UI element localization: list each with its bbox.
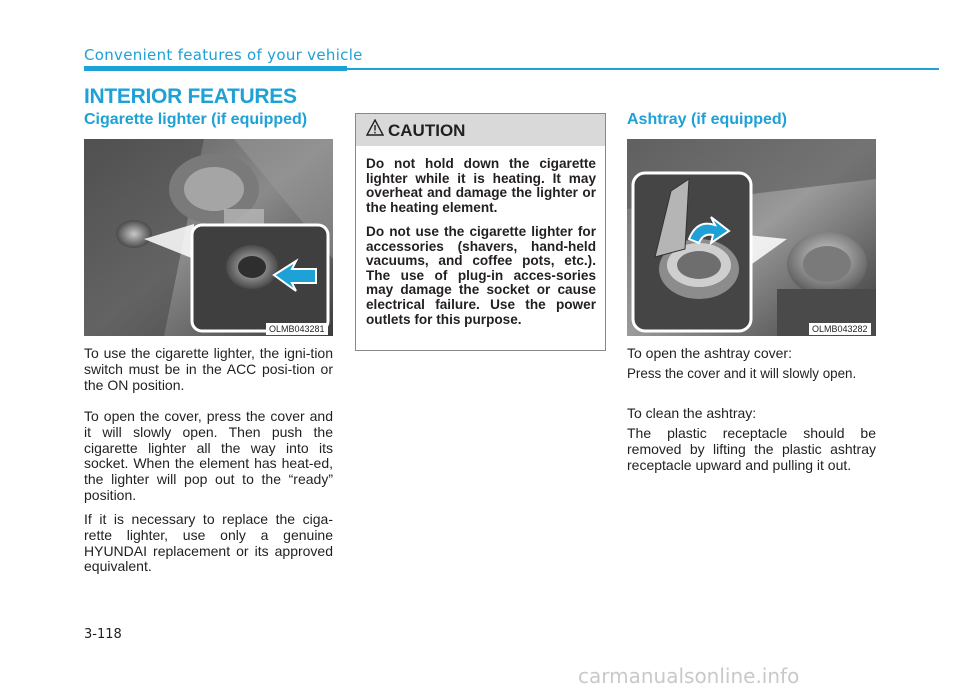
caution-header [356,114,605,146]
ashtray-paragraph: To open the ashtray cover: [627,345,792,361]
caution-paragraph: Do not hold down the cigarette lighter while it is heating. It may overheat and damage the lighter or the heating element. [366,156,596,215]
watermark: carmanualsonline.info [578,664,800,688]
chapter-title: INTERIOR FEATURES [84,85,297,108]
lighter-paragraph: If it is necessary to replace the ciga-rette lighter, use only a genuine HYUNDAI replacement or its approved equivalent. [84,511,333,575]
caution-paragraph: Do not use the cigarette lighter for accessories (shavers, hand-held vacuums, and coffee pots, etc.). The use of plug-in acces-sories may damage the socket or cause electrical failure. Use the power outlets for this purpose. [366,224,596,327]
ashtray-heading: Ashtray (if equipped) [627,111,788,128]
warning-triangle-icon [366,119,384,142]
ashtray-paragraph: To clean the ashtray: [627,405,757,421]
lighter-image-code: OLMB043281 [266,323,328,335]
section-label: Convenient features of your vehicle [84,46,363,64]
lighter-photo [84,139,333,336]
header-bar-thick [84,66,347,71]
page-number: 3-118 [84,627,122,642]
ashtray-paragraph: The plastic receptacle should be removed by lifting the plastic ashtray receptacle upward and pulling it out. [627,425,876,473]
ashtray-paragraph: Press the cover and it will slowly open. [627,366,857,381]
caution-title: CAUTION [388,121,466,140]
lighter-paragraph: To use the cigarette lighter, the igni-tion switch must be in the ACC posi-tion or the ON position. [84,345,333,393]
header-bar-thin [347,68,939,70]
caution-box [355,113,606,351]
lighter-paragraph: To open the cover, press the cover and it will slowly open. Then push the cigarette lighter all the way into its socket. When the element has heat-ed, the lighter will pop out to the “ready” position. [84,408,333,503]
ashtray-photo [627,139,876,336]
ashtray-image-code: OLMB043282 [809,323,871,335]
lighter-heading: Cigarette lighter (if equipped) [84,111,308,128]
